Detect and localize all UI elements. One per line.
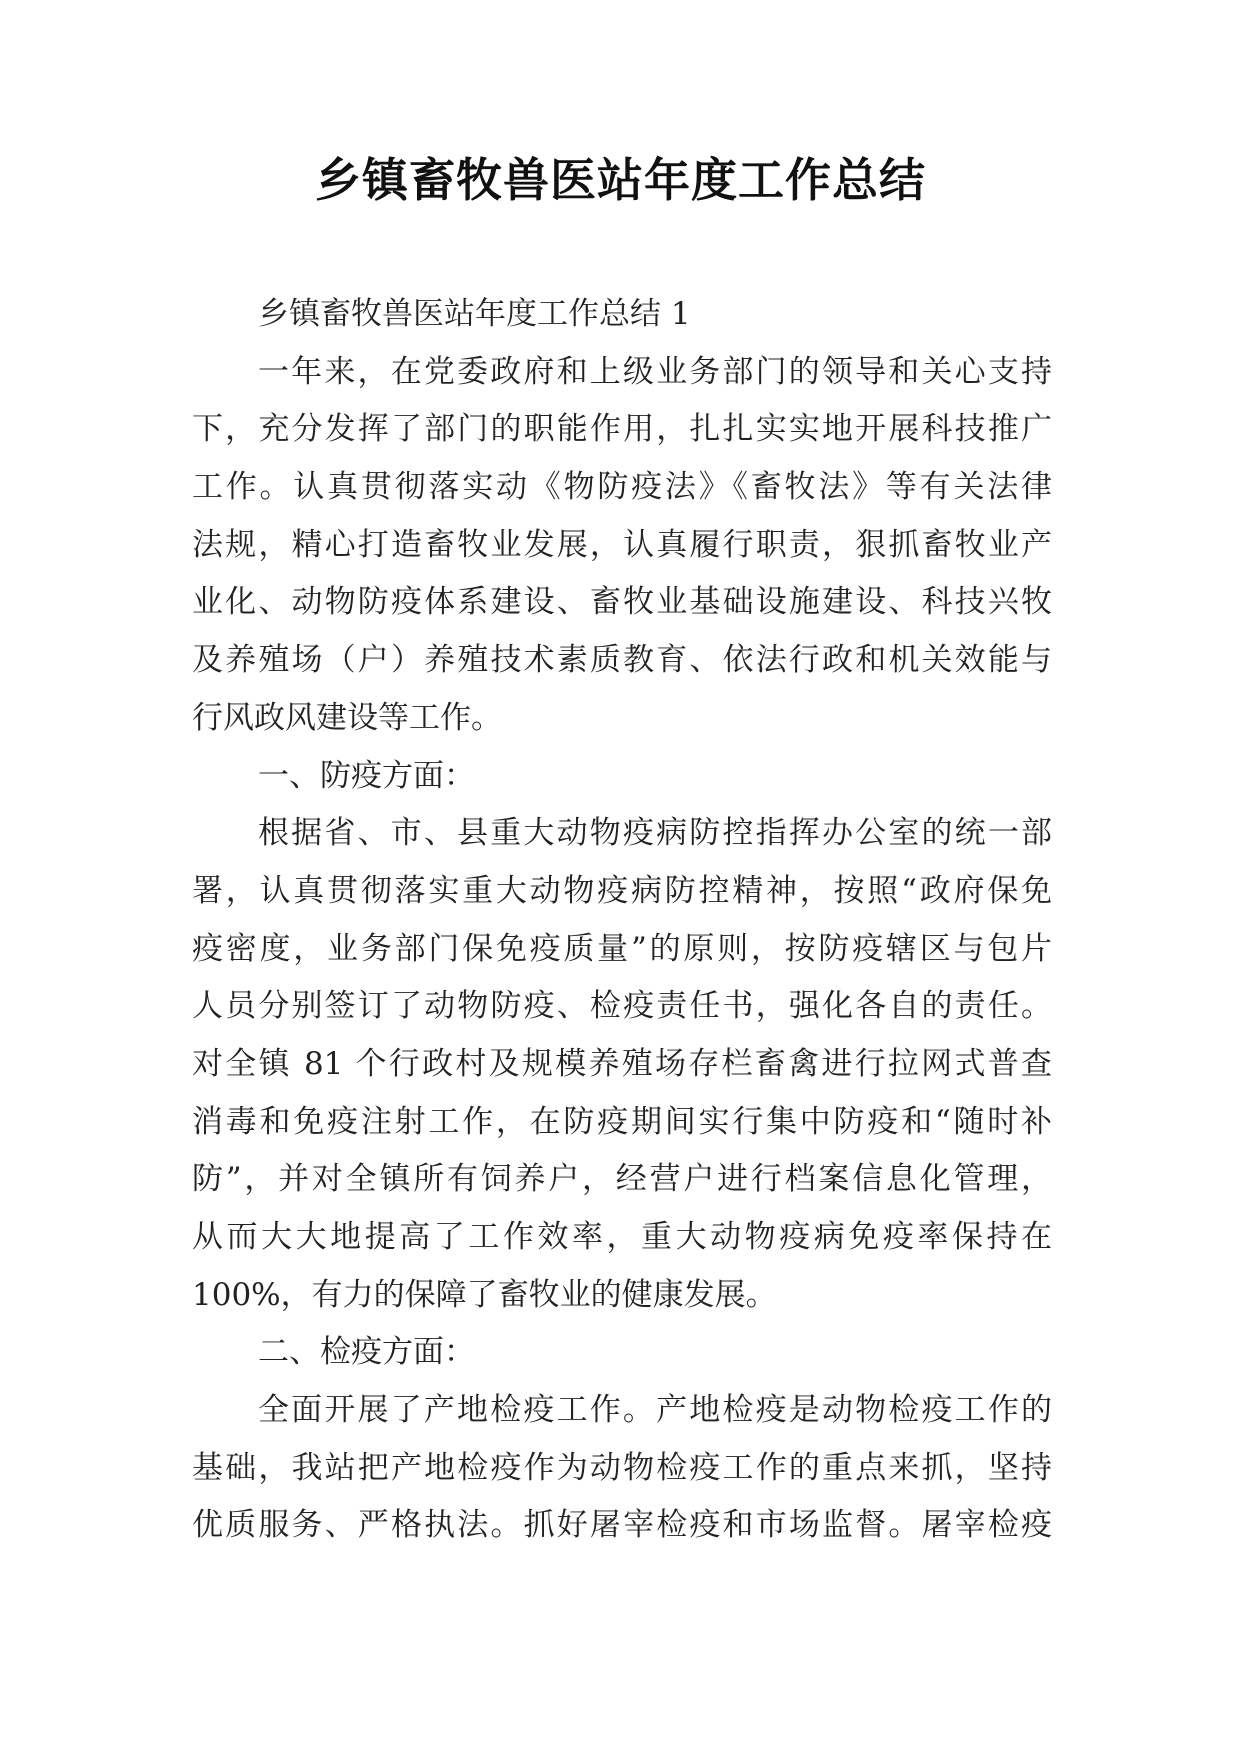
paragraph-line: 法规，精心打造畜牧业发展，认真履行职责，狠抓畜牧业产 xyxy=(192,526,1052,563)
document-body xyxy=(192,286,1052,1555)
paragraph-line: 人员分别签订了动物防疫、检疫责任书，强化各自的责任。 xyxy=(192,988,1052,1025)
paragraph-line: 行风政风建设等工作。 xyxy=(192,699,502,736)
paragraph-line: 疫密度，业务部门保免疫质量”的原则，按防疫辖区与包片 xyxy=(192,930,1052,967)
section-heading: 二、检疫方面： xyxy=(258,1334,475,1371)
paragraph-line: 根据省、市、县重大动物疫病防控指挥办公室的统一部 xyxy=(258,815,1052,852)
paragraph-line: 一年来，在党委政府和上级业务部门的领导和关心支持 xyxy=(258,353,1052,390)
paragraph-line: 从而大大地提高了工作效率，重大动物疫病免疫率保持在 xyxy=(192,1219,1052,1255)
subtitle-line: 乡镇畜牧兽医站年度工作总结 1 xyxy=(258,296,691,332)
document-title: 乡镇畜牧兽医站年度工作总结 xyxy=(315,153,926,207)
paragraph-line: 业化、动物防疫体系建设、畜牧业基础设施建设、科技兴牧 xyxy=(192,584,1052,621)
paragraph-line: 基础，我站把产地检疫作为动物检疫工作的重点来抓，坚持 xyxy=(192,1449,1052,1486)
paragraph-line: 署，认真贯彻落实重大动物疫病防控精神，按照“政府保免 xyxy=(192,872,1052,909)
paragraph-line: 下，充分发挥了部门的职能作用，扎扎实实地开展科技推广 xyxy=(192,411,1052,448)
paragraph-line: 防”，并对全镇所有饲养户，经营户进行档案信息化管理， xyxy=(192,1161,1052,1198)
paragraph-line: 对全镇 81 个行政村及规模养殖场存栏畜禽进行拉网式普查 xyxy=(192,1045,1052,1082)
paragraph-line: 100%，有力的保障了畜牧业的健康发展。 xyxy=(192,1276,777,1313)
section-heading: 一、防疫方面： xyxy=(258,757,475,794)
paragraph-line: 及养殖场（户）养殖技术素质教育、依法行政和机关效能与 xyxy=(192,642,1052,679)
paragraph-line: 优质服务、严格执法。抓好屠宰检疫和市场监督。屠宰检疫 xyxy=(192,1507,1052,1544)
paragraph-line: 全面开展了产地检疫工作。产地检疫是动物检疫工作的 xyxy=(258,1392,1052,1429)
paragraph-line: 工作。认真贯彻落实动《物防疫法》《畜牧法》等有关法律 xyxy=(192,469,1052,506)
paragraph-line: 消毒和免疫注射工作，在防疫期间实行集中防疫和“随时补 xyxy=(192,1103,1052,1140)
